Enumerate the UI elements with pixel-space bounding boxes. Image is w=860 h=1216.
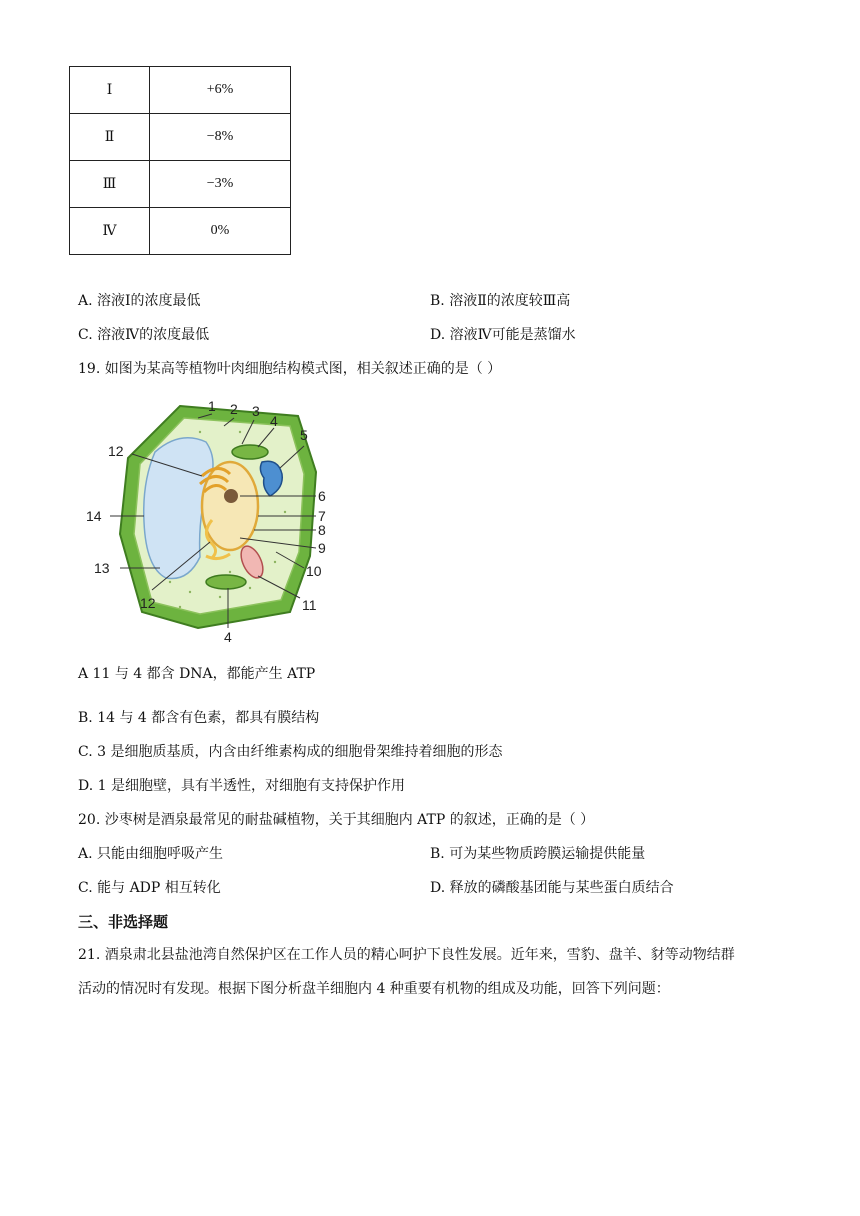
section-heading: 三、非选择题 bbox=[78, 913, 169, 931]
figure-label: 12 bbox=[108, 443, 124, 459]
q20-stem: 20. 沙枣树是酒泉最常见的耐盐碱植物，关于其细胞内 ATP 的叙述，正确的是（ ） bbox=[78, 812, 595, 828]
q18-option-d: D. 溶液Ⅳ可能是蒸馏水 bbox=[430, 327, 576, 343]
q19-stem: 19. 如图为某高等植物叶肉细胞结构模式图，相关叙述正确的是（ ） bbox=[78, 361, 502, 377]
table-cell-solution: Ⅳ bbox=[70, 208, 150, 255]
q18-option-b: B. 溶液Ⅱ的浓度较Ⅲ高 bbox=[430, 293, 571, 309]
figure-label: 10 bbox=[306, 563, 322, 579]
table-cell-change: −8% bbox=[150, 114, 291, 161]
q19-option-d: D. 1 是细胞壁，具有半透性，对细胞有支持保护作用 bbox=[78, 778, 405, 794]
table-row bbox=[70, 114, 291, 161]
figure-label: 14 bbox=[86, 508, 102, 524]
nucleus bbox=[202, 462, 258, 550]
chloroplast bbox=[232, 445, 268, 459]
q18-option-a: A. 溶液Ⅰ的浓度最低 bbox=[78, 293, 201, 309]
figure-label: 4 bbox=[270, 413, 278, 429]
q19-option-c: C. 3 是细胞质基质，内含由纤维素构成的细胞骨架维持着细胞的形态 bbox=[78, 744, 503, 760]
q20-option-c: C. 能与 ADP 相互转化 bbox=[78, 880, 221, 896]
table-cell-solution: Ⅲ bbox=[70, 161, 150, 208]
figure-label: 8 bbox=[318, 522, 326, 538]
table-row bbox=[70, 67, 291, 114]
q18-option-c: C. 溶液Ⅳ的浓度最低 bbox=[78, 327, 210, 343]
chloroplast bbox=[206, 575, 246, 589]
figure-label: 5 bbox=[300, 427, 308, 443]
figure-label: 4 bbox=[224, 629, 232, 645]
table-row bbox=[70, 161, 291, 208]
figure-label: 12 bbox=[140, 595, 156, 611]
q19-option-b: B. 14 与 4 都含有色素，都具有膜结构 bbox=[78, 710, 320, 726]
figure-label: 11 bbox=[302, 597, 317, 613]
table-cell-solution: Ⅱ bbox=[70, 114, 150, 161]
concentration-table bbox=[69, 66, 291, 255]
figure-label: 6 bbox=[318, 488, 326, 504]
figure-label: 9 bbox=[318, 540, 326, 556]
figure-label: 13 bbox=[94, 560, 110, 576]
table-cell-change: 0% bbox=[150, 208, 291, 255]
plant-cell-figure bbox=[80, 392, 350, 648]
figure-label: 3 bbox=[252, 403, 260, 419]
table-cell-solution: Ⅰ bbox=[70, 67, 150, 114]
figure-label: 1 bbox=[208, 398, 216, 414]
q21-line-2: 活动的情况时有发现。根据下图分析盘羊细胞内 4 种重要有机物的组成及功能，回答下列问题： bbox=[78, 981, 670, 997]
table-cell-change: +6% bbox=[150, 67, 291, 114]
table-row bbox=[70, 208, 291, 255]
q20-option-d: D. 释放的磷酸基团能与某些蛋白质结合 bbox=[430, 880, 674, 896]
table-cell-change: −3% bbox=[150, 161, 291, 208]
q20-option-a: A. 只能由细胞呼吸产生 bbox=[78, 846, 224, 862]
q21-line-1: 21. 酒泉肃北县盐池湾自然保护区在工作人员的精心呵护下良性发展。近年来，雪豹、盘羊、豺等动物结群 bbox=[78, 947, 735, 963]
nucleolus bbox=[224, 489, 238, 503]
figure-label: 7 bbox=[318, 508, 326, 524]
figure-label: 2 bbox=[230, 401, 238, 417]
q20-option-b: B. 可为某些物质跨膜运输提供能量 bbox=[430, 846, 646, 862]
q19-option-a: A 11 与 4 都含 DNA，都能产生 ATP bbox=[78, 666, 316, 682]
